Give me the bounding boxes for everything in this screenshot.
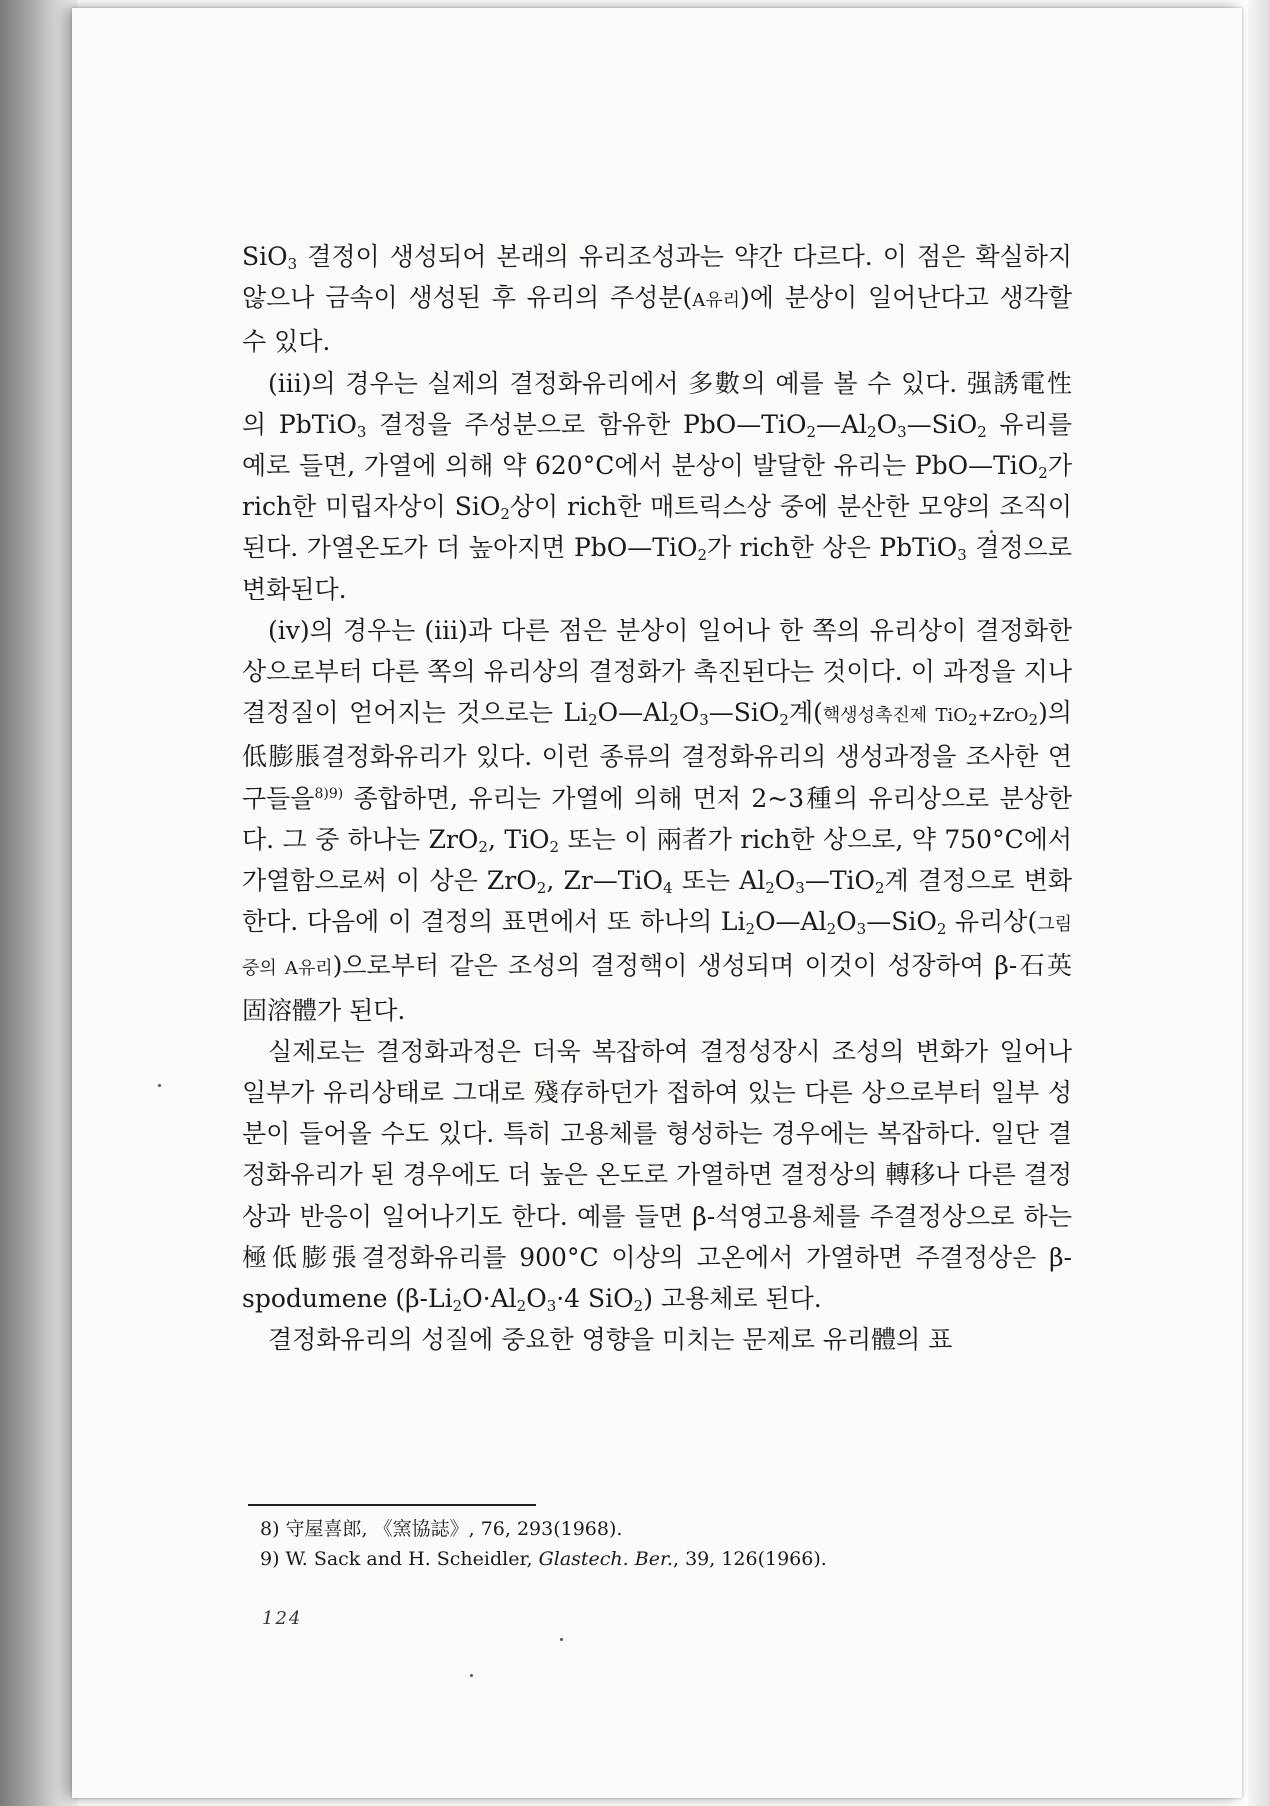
- subscript: 3: [699, 711, 709, 730]
- subscript: 2: [977, 422, 987, 441]
- text-run: 또는 이 兩者가 rich한 상으로, 약 750°C에서 가열함으로써 이 상은 ZrO: [242, 824, 1073, 896]
- text-run: 상이 rich한 매트릭스상 중에 분산한 모양의 조직이 된다. 가열온도가 더 높아지면 PbO—TiO: [242, 492, 1072, 563]
- page-number: 124: [262, 1608, 303, 1629]
- small-text: 그림 중의 A유리: [242, 914, 1072, 980]
- text-run: )으로부터 같은 조성의 결정핵이 생성되며 이것이 성장하여 β-石英固溶體가 된다.: [242, 951, 1072, 1025]
- paragraph-1: [242, 236, 1072, 363]
- subscript: 2: [500, 505, 510, 524]
- text-run: —TiO: [804, 866, 876, 896]
- text-run: —SiO: [708, 698, 780, 728]
- subscript: 3: [897, 422, 907, 441]
- paragraph-3: [242, 610, 1072, 1031]
- text-run: —Al: [816, 409, 868, 439]
- subscript: 2: [478, 837, 488, 856]
- text-run: 유리를 예로 들면, 가열에 의해 약 620°C에서 분상이 발달한 유리는 PbO—TiO: [242, 409, 1072, 481]
- subscript: 2: [669, 711, 679, 730]
- text-run: 결정을 주성분으로 함유한 PbO—TiO: [366, 409, 807, 439]
- subscript: 2: [536, 879, 547, 898]
- subscript: 3: [546, 1297, 557, 1316]
- text-run: 가 rich한 상은 PbTiO: [706, 533, 958, 563]
- footnote-divider: [248, 1504, 536, 1506]
- text-run: O—Al: [597, 698, 670, 728]
- subscript: 3: [287, 255, 298, 273]
- footnote-8: [260, 1514, 1080, 1544]
- subscript: 3: [957, 546, 967, 565]
- text-run: (iii)의 경우는 실제의 결정화유리에서 多數의 예를 볼 수 있다. 强誘電性의 PbTiO: [242, 368, 1072, 439]
- text-run: —SiO: [866, 907, 937, 937]
- scan-speck: [470, 1674, 473, 1677]
- text-run: O: [526, 1284, 547, 1314]
- text-run: SiO: [242, 242, 288, 271]
- paragraph-5: [242, 1319, 1072, 1360]
- text-run: —SiO: [906, 409, 978, 439]
- paragraph-4: [242, 1031, 1072, 1319]
- subscript: 2: [697, 546, 707, 565]
- text-run: )에 분상이 일어난다고 생각할 수 있다.: [242, 283, 1072, 357]
- footnotes: [260, 1514, 1080, 1574]
- subscript: 3: [856, 920, 867, 939]
- subscript: 2: [452, 1297, 463, 1316]
- text-run: , TiO: [487, 824, 550, 854]
- text-run: 가 rich한 미립자상이 SiO: [242, 451, 1072, 522]
- subscript: 3: [356, 422, 367, 441]
- scan-edge-shadow-right: [1248, 0, 1270, 1806]
- text-run: 9) W. Sack and H. Scheidler,: [260, 1548, 539, 1570]
- italic-text: Glastech. Ber.: [538, 1548, 673, 1570]
- subscript: 3: [795, 879, 805, 898]
- text-run: 종합하면, 유리는 가열에 의해 먼저 2~3種의 유리상으로 분상한다. 그 중 하나는 ZrO: [242, 783, 1072, 854]
- scan-speck: [158, 1084, 161, 1087]
- text-run: (iv)의 경우는 (iii)과 다른 점은 분상이 일어나 한 쪽의 유리상이 결정화한 상으로부터 다른 쪽의 유리상의 결정화가 촉진된다는 것이다. 이 과정을 지나 결정질이 얻어지는 것으로는 Li: [242, 615, 1072, 728]
- text-run: 또는 Al: [672, 866, 766, 896]
- subscript: 2: [875, 879, 885, 898]
- small-text: +ZrO: [977, 705, 1029, 727]
- superscript-citation: 8)9): [314, 785, 344, 802]
- text-run: 결정화유리의 성질에 중요한 영향을 미치는 문제로 유리體의 표: [268, 1325, 953, 1355]
- text-run: ·4 SiO: [556, 1284, 634, 1314]
- scan-speck: [560, 1638, 563, 1641]
- footnote-9: [260, 1544, 1080, 1574]
- subscript: 4: [662, 879, 673, 898]
- text-run: )의 低膨脹결정화유리가 있다. 이런 종류의 결정화유리의 생성과정을 조사한 연구들을: [242, 698, 1072, 813]
- small-text: 핵생성촉진제 TiO: [822, 705, 969, 727]
- subscript: 2: [516, 1297, 527, 1316]
- subscript: 2: [779, 711, 789, 730]
- text-run: O: [774, 866, 796, 896]
- subscript: 2: [745, 920, 756, 939]
- text-run: 계 결정으로 변화한다. 다음에 이 결정의 표면에서 또 하나의 Li: [242, 866, 1073, 937]
- text-run: 계(: [788, 698, 823, 728]
- subscript: 2: [867, 422, 877, 441]
- subscript: 2: [633, 1297, 644, 1316]
- body-text: [242, 236, 1072, 1360]
- subscript: 2: [1028, 711, 1039, 730]
- text-run: O·Al: [462, 1284, 517, 1314]
- text-run: ) 고용체로 된다.: [643, 1284, 822, 1314]
- paragraph-2: [242, 363, 1072, 610]
- text-run: O: [876, 409, 898, 439]
- text-run: 결정이 생성되어 본래의 유리조성과는 약간 다르다. 이 점은 확실하지 않으나 금속이 생성된 후 유리의 주성분(: [242, 242, 1072, 313]
- subscript: 2: [826, 920, 837, 939]
- text-run: , Zr—TiO: [546, 866, 663, 896]
- text-run: O—Al: [755, 907, 827, 937]
- subscript: 2: [549, 837, 560, 856]
- text-run: 결정으로 변화된다.: [242, 533, 1072, 604]
- subscript: 2: [936, 920, 947, 939]
- text-run: , 39, 126(1966).: [672, 1548, 827, 1570]
- subscript: 2: [1038, 464, 1048, 483]
- subscript: 2: [968, 711, 978, 730]
- text-run: 8) 守屋喜郎, 《窯協誌》, 76, 293(1968).: [260, 1518, 623, 1540]
- subscript: 2: [588, 711, 598, 730]
- text-run: 유리상(: [946, 907, 1038, 937]
- subscript: 2: [806, 422, 816, 441]
- small-text: A유리: [692, 290, 740, 312]
- text-run: 실제로는 결정화과정은 더욱 복잡하여 결정성장시 조성의 변화가 일어나 일부가 유리상태로 그대로 殘存하던가 접하여 있는 다른 상으로부터 일부 성분이 들어올 수도 있다. 특히 고용체를 형성하는 경우에는 복잡하다. 일단 결정화유리가 된 경우에도 더 높은 온도로 가열하면 결정상의 轉移나 다른 결정상과 반응이 일어나기도 한다. 예를 들면 β-석영고용체를 주결정상으로 하는 極低膨張결정화유리를 900°C 이상의 고온에서 가열하면 주결정상은 β-spodumene (β-Li: [242, 1036, 1072, 1314]
- scan-edge-shadow-left: [0, 0, 78, 1806]
- subscript: 2: [765, 879, 775, 898]
- text-run: O: [678, 698, 700, 728]
- text-run: O: [836, 907, 857, 937]
